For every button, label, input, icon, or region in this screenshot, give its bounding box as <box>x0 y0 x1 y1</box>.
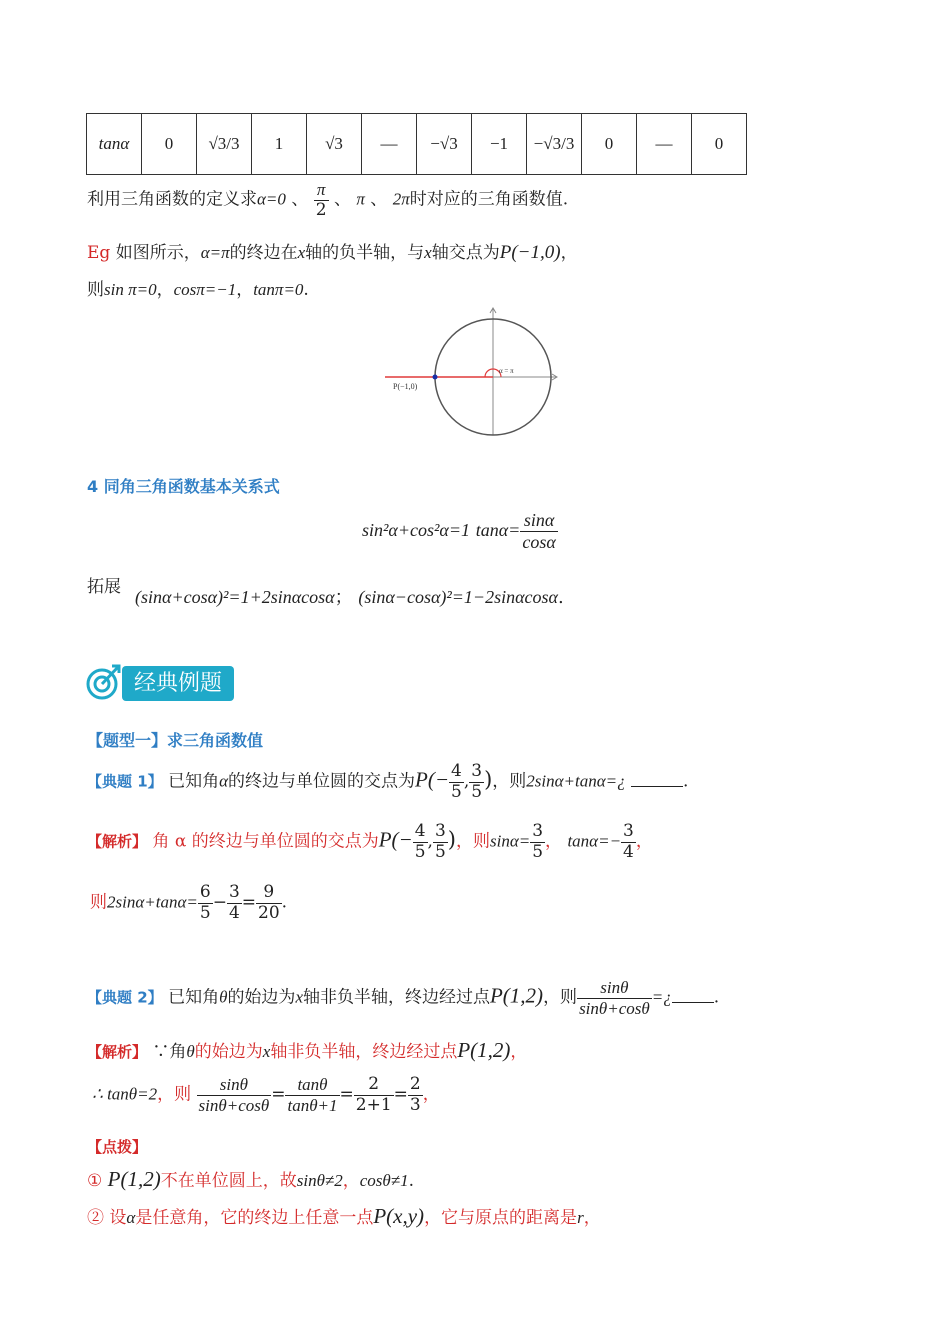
example-1: 【典题 1】 已知角α的终边与单位圆的交点为P(− $\frac{4}{5}$ , $\frac{3}{5}$ )，则2sinα+tanα=¿ . <box>87 761 689 802</box>
table-cell: — <box>637 114 692 175</box>
table-cell: −1 <box>472 114 527 175</box>
point-p <box>433 375 438 380</box>
angle-label: α = π <box>499 367 514 375</box>
expand-formulas: (sinα+cosα)²=1+2sinαcosα； (sinα−cosα)²=1−2sinαcosα. <box>135 587 564 608</box>
table-row <box>87 114 747 175</box>
target-icon <box>86 662 122 702</box>
solution-2-result: ∴ tanθ=2，则 $\frac{\sin\theta}{\sin\theta+\cos\theta}$ = $\frac{\tan\theta}{\tan\theta+1}$ = $\frac{2}{2+1}$ = $\frac{2}{3}$ ， <box>92 1074 440 1115</box>
example-2: 【典题 2】 已知角θ的始边为x轴非负半轴，终边经过点P(1,2)，则 $\frac{\sin\theta}{\sin\theta+\cos\theta}$ =¿ . <box>87 978 720 1018</box>
point-label: P(−1,0) <box>393 382 418 391</box>
tip-1: ① P(1,2)不在单位圆上，故sinθ≠2，cosθ≠1. <box>87 1167 415 1191</box>
table-cell: √3/3 <box>197 114 252 175</box>
solution-1: 【解析】 角 α 的终边与单位圆的交点为P(− $\frac{4}{5}$ , $\frac{3}{5}$ )，则sinα= $\frac{3}{5}$ ， tanα=− $\frac{3}{4}$ ， <box>87 821 653 862</box>
tan-value-table <box>86 113 747 175</box>
eg-result: 则sin π=0，cosπ=−1，tanπ=0. <box>87 280 309 300</box>
unit-circle-figure <box>385 305 565 440</box>
solution-1-result: 则2sinα+tanα= $\frac{6}{5}$ − $\frac{3}{4}$ = $\frac{9}{20}$ . <box>90 882 288 923</box>
eg-paragraph: Eg 如图所示，α=π的终边在x轴的负半轴，与x轴交点为P(−1,0)， <box>87 242 578 263</box>
table-cell: −√3/3 <box>527 114 582 175</box>
tips-title: 【点拨】 <box>87 1138 148 1156</box>
table-label-cell: tanα <box>87 114 142 175</box>
table-cell: 0 <box>582 114 637 175</box>
identity-formula: sin²α+cos²α=1 tanα= $\frac{\sin\alpha}{\cos\alpha}$ <box>362 510 556 552</box>
section-title: 4 同角三角函数基本关系式 <box>87 477 280 496</box>
table-cell: 1 <box>252 114 307 175</box>
table-cell: 0 <box>142 114 197 175</box>
tip-2: ② 设α是任意角，它的终边上任意一点P(x,y)，它与原点的距离是r， <box>87 1204 601 1228</box>
expand-label: 拓展 <box>87 577 121 597</box>
table-cell: −√3 <box>417 114 472 175</box>
section-banner: 经典例题 <box>122 666 234 701</box>
table-cell: — <box>362 114 417 175</box>
solution-2: 【解析】 ∵角θ的始边为x轴非负半轴，终边经过点P(1,2)， <box>87 1038 528 1062</box>
definition-note: 利用三角函数的定义求α=0 、 $\frac{\pi}{2}$ 、 π 、 2π时对应的三角函数值. <box>87 180 569 220</box>
table-cell: √3 <box>307 114 362 175</box>
table-cell: 0 <box>692 114 747 175</box>
type-heading: 【题型一】求三角函数值 <box>87 731 264 750</box>
